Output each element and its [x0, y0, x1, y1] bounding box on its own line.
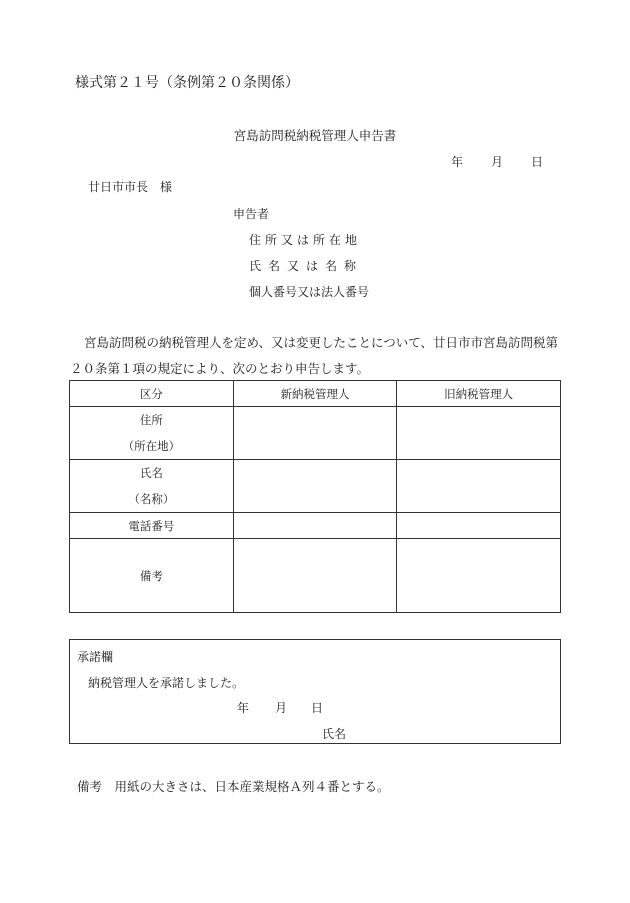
consent-month-label: 月: [275, 701, 288, 715]
consent-box: [69, 639, 561, 744]
table-row-phone: [70, 513, 561, 539]
row-label-address-main: 住所: [139, 413, 163, 427]
date-month-label: 月: [491, 155, 504, 169]
date-day-label: 日: [531, 155, 544, 169]
declaration-text: 宮島訪問税の納税管理人を定め、又は変更したことについて、廿日市市宮島訪問税第２０条第１項の規定により、次のとおり申告します。: [70, 335, 559, 376]
applicant-address-label: 住所又は所在地: [249, 233, 362, 247]
row-label-address: [70, 407, 234, 460]
old-manager-name-cell[interactable]: [397, 460, 561, 513]
old-manager-address-cell[interactable]: [397, 407, 561, 460]
row-label-name-main: 氏名: [139, 466, 163, 480]
row-label-name: [70, 460, 234, 513]
new-manager-name-cell[interactable]: [233, 460, 397, 513]
row-label-remarks: 備考: [70, 539, 234, 613]
consent-name-label: 氏名: [322, 727, 347, 741]
consent-text: 納税管理人を承諾しました。: [88, 676, 245, 690]
old-manager-phone-cell[interactable]: [397, 513, 561, 539]
tax-manager-table: [69, 380, 561, 613]
addressee: 廿日市市長 様: [88, 180, 173, 194]
table-header-row: [70, 381, 561, 407]
table-row-address: [70, 407, 561, 460]
applicant-name-label: 氏名又は名称: [249, 259, 364, 273]
document-title: 宮島訪問税納税管理人申告書: [233, 128, 397, 143]
applicant-number-label: 個人番号又は法人番号: [249, 285, 370, 299]
consent-label: 承諾欄: [77, 650, 114, 664]
row-label-name-sub: （名称）: [128, 492, 175, 506]
row-label-phone: 電話番号: [70, 513, 234, 539]
date-year-label: 年: [451, 155, 464, 169]
applicant-label: 申告者: [233, 207, 270, 221]
form-number: 様式第２１号（条例第２０条関係）: [75, 75, 299, 91]
table-row-name: [70, 460, 561, 513]
new-manager-address-cell[interactable]: [233, 407, 397, 460]
header-category: 区分: [70, 381, 234, 407]
consent-year-label: 年: [237, 701, 250, 715]
old-manager-remarks-cell[interactable]: [397, 539, 561, 613]
header-old-manager: 旧納税管理人: [397, 381, 561, 407]
header-new-manager: 新納税管理人: [233, 381, 397, 407]
new-manager-phone-cell[interactable]: [233, 513, 397, 539]
footnote: 備考 用紙の大きさは、日本産業規格Ａ列４番とする。: [77, 779, 390, 794]
new-manager-remarks-cell[interactable]: [233, 539, 397, 613]
row-label-address-sub: （所在地）: [122, 439, 181, 453]
table-row-remarks: [70, 539, 561, 613]
consent-day-label: 日: [311, 701, 324, 715]
